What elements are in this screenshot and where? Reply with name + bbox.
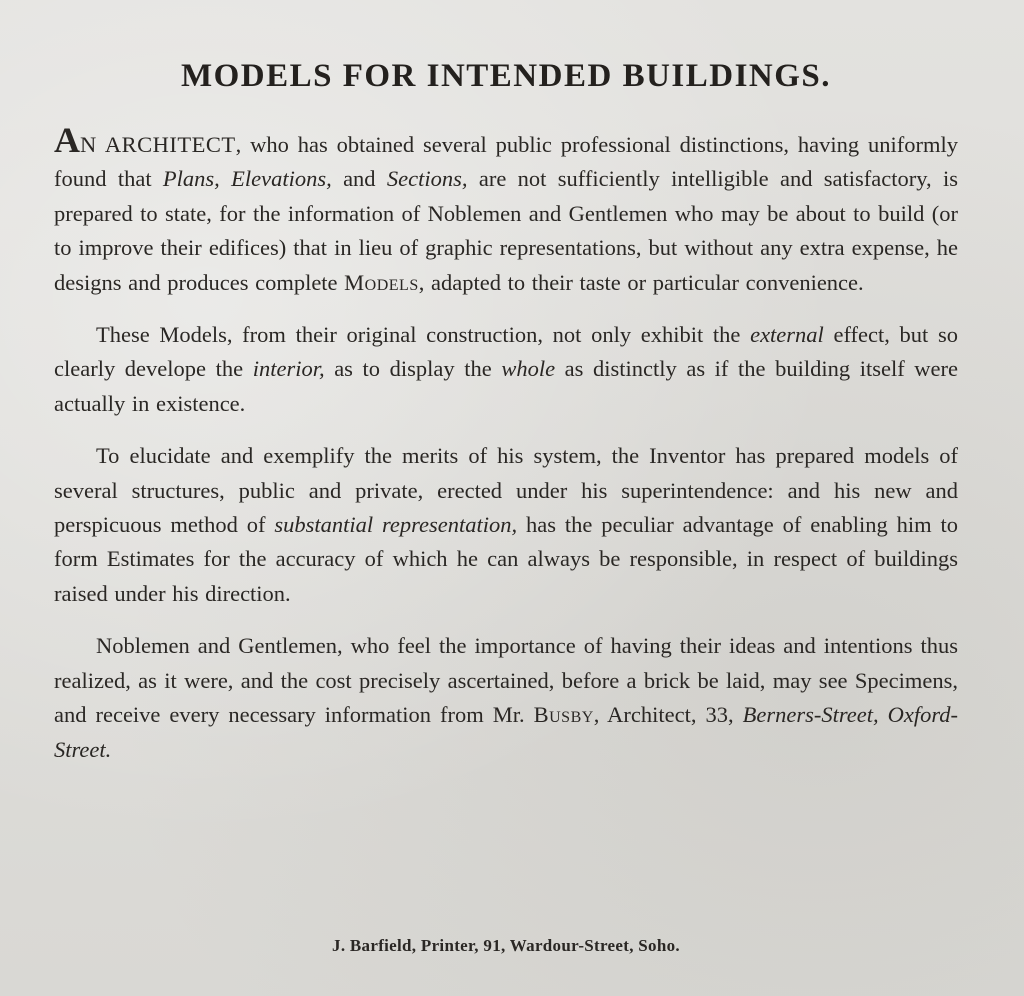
paragraph-1 bbox=[54, 120, 958, 300]
p1-italic-1: Plans, Elevations, bbox=[162, 166, 332, 192]
paragraph-2 bbox=[54, 318, 958, 421]
p1-text-3: are not sufficiently intelligible and satisfactory, is prepared to state, for the information of Noblemen and Gentlemen who may be about to build (or to improve their edifices) that in lieu of graphic representations, but without any extra expense, he designs and produces complete bbox=[54, 166, 958, 295]
p2-text-2: effect, but so clearly develope the bbox=[54, 322, 958, 382]
p2-text-1: These Models, from their original construction, not only exhibit the bbox=[96, 322, 751, 348]
p2-text-4: as distinctly as if the building itself were actually in existence. bbox=[54, 356, 959, 416]
p2-italic-2: interior, bbox=[252, 356, 325, 382]
p4-smallcaps-busby: Busby bbox=[533, 702, 594, 728]
p1-italic-2: Sections, bbox=[386, 166, 468, 192]
p1-text-2: and bbox=[331, 166, 387, 192]
p1-smallcaps-models: Models bbox=[344, 269, 419, 295]
p4-text-2: , Architect, 33, bbox=[593, 702, 743, 728]
paragraph-4 bbox=[54, 629, 958, 767]
p3-text-2: has the peculiar advantage of enabling him to form Estimates for the accuracy of which he can always be responsible, in respect of buildings raised under his direction. bbox=[54, 512, 958, 606]
document-title: MODELS FOR INTENDED BUILDINGS. bbox=[180, 58, 832, 94]
p2-text-3: as to display the bbox=[324, 356, 502, 382]
p4-text-1: Noblemen and Gentlemen, who feel the importance of having their ideas and intentions thus realized, as it were, and the cost precisely ascertained, before a brick be laid, may see Specimens, and receive every necessary information from Mr. bbox=[54, 633, 958, 728]
p2-italic-3: whole bbox=[501, 356, 556, 382]
printer-imprint: J. Barfield, Printer, 91, Wardour-Street, Soho. bbox=[332, 936, 680, 955]
p4-italic-address: Berners-Street, Oxford-Street. bbox=[54, 702, 958, 762]
lead-word: N ARCHITECT bbox=[80, 132, 236, 157]
p2-italic-1: external bbox=[750, 322, 824, 348]
p3-italic-1: substantial representation, bbox=[274, 512, 518, 538]
p1-text-4: , adapted to their taste or particular convenience. bbox=[418, 269, 864, 295]
broadside-sheet bbox=[54, 52, 958, 972]
p3-text-1: To elucidate and exemplify the merits of his system, the Inventor has prepared models of several structures, public and private, erected under his superintendence: and his new and perspicuous method of bbox=[54, 443, 958, 538]
paragraph-3 bbox=[54, 439, 958, 611]
p1-text-1: , who has obtained several public professional distinctions, having uniformly found that bbox=[54, 132, 958, 192]
drop-letter: A bbox=[54, 120, 80, 160]
